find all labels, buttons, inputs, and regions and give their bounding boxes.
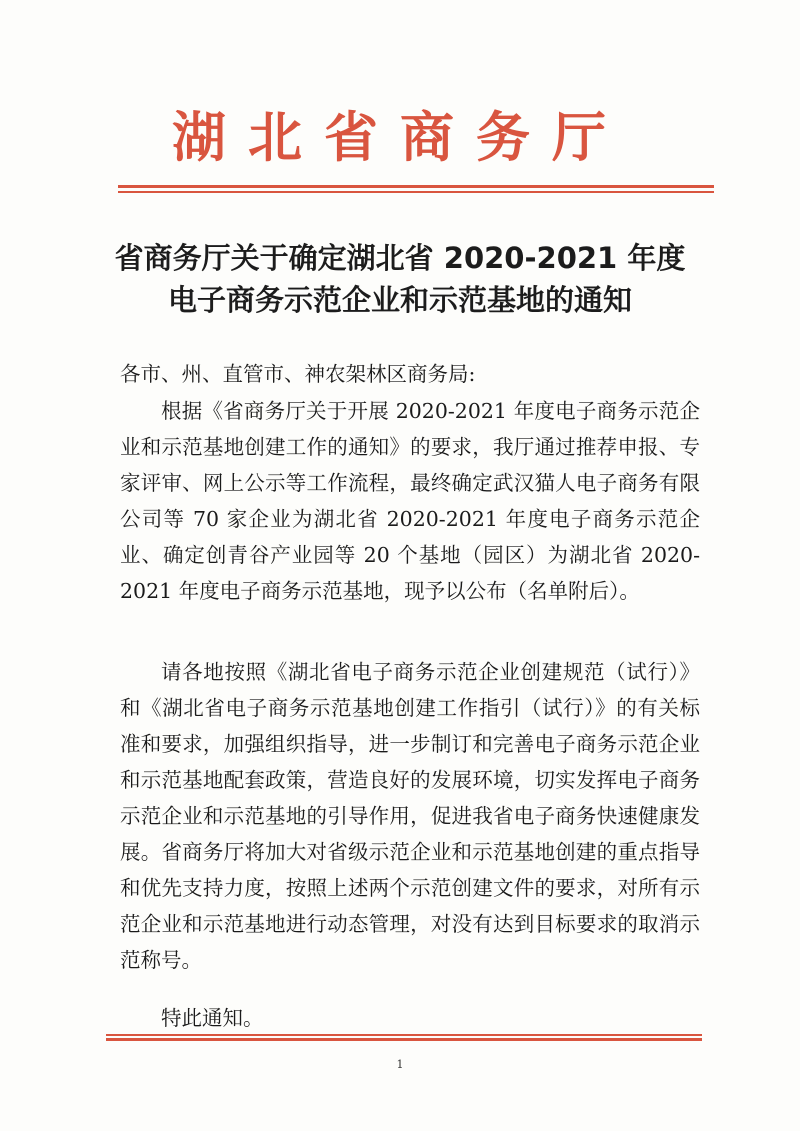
- document-title-line-1: 省商务厅关于确定湖北省 2020-2021 年度: [114, 241, 686, 275]
- page-number: 1: [396, 1058, 404, 1071]
- body-paragraph-2: 请各地按照《湖北省电子商务示范企业创建规范（试行）》和《湖北省电子商务示范基地创建工作指引（试行）》的有关标准和要求，加强组织指导，进一步制订和完善电子商务示范企业和示范基地配套政策，营造良好的发展环境，切实发挥电子商务示范企业和示范基地的引导作用，促进我省电子商务快速健康发展。省商务厅将加大对省级示范企业和示范基地创建的重点指导和优先支持力度，按照上述两个示范创建文件的要求，对所有示范企业和示范基地进行动态管理，对没有达到目标要求的取消示范称号。: [120, 660, 700, 972]
- agency-masthead: 湖北省商务厅: [172, 105, 628, 169]
- document-title-line-2: 电子商务示范企业和示范基地的通知: [167, 283, 632, 317]
- footer-divider-thin-line: [106, 1034, 702, 1036]
- footer-divider: [106, 1034, 702, 1041]
- closing-line: 特此通知。: [161, 1006, 264, 1030]
- body-paragraph-1: 根据《省商务厅关于开展 2020-2021 年度电子商务示范企业和示范基地创建工作的通知》的要求，我厅通过推荐申报、专家评审、网上公示等工作流程，最终确定武汉猫人电子商务有限公司等 70 家企业为湖北省 2020-2021 年度电子商务示范企业、确定创青谷产业园等 20 个基地（园区）为湖北省 2020-2021 年度电子商务示范基地，现予以公布（名单附后）。: [120, 399, 700, 603]
- header-divider-thick-line: [118, 185, 714, 188]
- footer-divider-thick-line: [106, 1038, 702, 1041]
- salutation: 各市、州、直管市、神农架林区商务局:: [120, 362, 476, 386]
- header-divider: [118, 185, 714, 194]
- header-divider-thin-line: [118, 191, 714, 193]
